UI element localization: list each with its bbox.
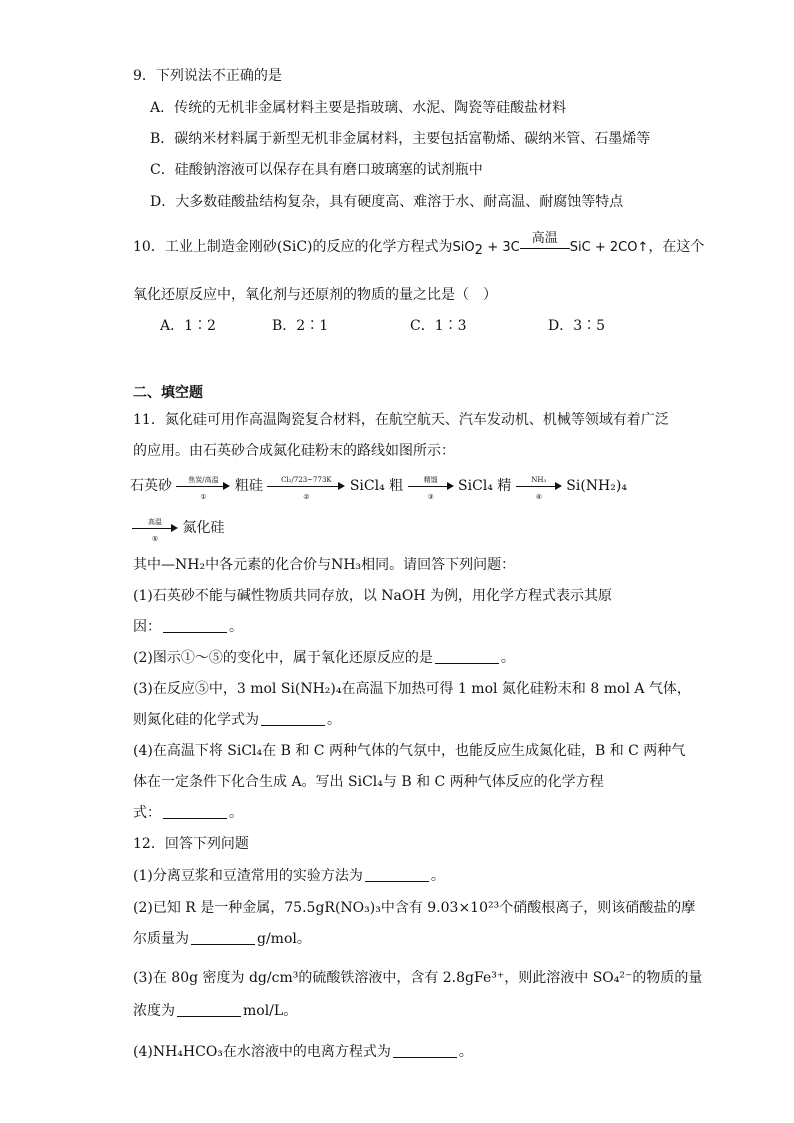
route-node-sicl4-pure: SiCl₄ 精	[458, 478, 512, 494]
q12-p2b-post: g/mol。	[257, 931, 311, 947]
q12-p4-answer-blank[interactable]	[393, 1045, 457, 1058]
q11-p1b-pre: 因：	[133, 619, 161, 635]
q10-eq-right: SiC + 2CO↑	[569, 240, 649, 255]
q12-p1-post: 。	[430, 868, 445, 884]
q12-p3b-pre: 浓度为	[133, 1003, 175, 1019]
q11-p4b: 体在一定条件下化合生成 A。写出 SiCl₄与 B 和 C 两种气体反应的化学方程	[133, 774, 604, 790]
q11-p2-post: 。	[500, 650, 515, 666]
q11-p4c-post: 。	[229, 805, 243, 821]
route-arrow-5-num: ⑤	[151, 535, 159, 543]
q12-p3-answer-blank[interactable]	[177, 1004, 241, 1017]
q10-eq-condition: 高温	[531, 231, 558, 246]
q11-line2: 的应用。由石英砂合成氮化硅粉末的路线如图所示：	[133, 443, 455, 459]
route-arrow-1-num: ①	[200, 493, 207, 501]
q10-option-d: D．3∶5	[548, 318, 606, 334]
route-arrow-4-cond: NH₃	[531, 476, 547, 484]
q11-p3-answer-blank[interactable]	[261, 713, 325, 726]
q12-p4	[133, 1042, 473, 1062]
route-node-quartz-sand: 石英砂	[130, 478, 172, 494]
section-title: 二、填空题	[133, 385, 203, 401]
q9-option-c: C．硅酸钠溶液可以保存在具有磨口玻璃塞的试剂瓶中	[150, 162, 483, 178]
q11-p3b-post: 。	[327, 712, 341, 728]
q11-note: 其中—NH₂中各元素的化合价与NH₃相同。请回答下列问题：	[133, 557, 516, 573]
route-arrow-2	[267, 476, 345, 501]
q9-option-d: D．大多数硅酸盐结构复杂，具有硬度高、难溶于水、耐高温、耐腐蚀等特点	[150, 194, 624, 210]
q12-p2b-pre: 尔质量为	[133, 931, 189, 947]
q11-p3b	[133, 710, 341, 730]
q10-stem-line1	[133, 231, 705, 261]
q10-stem-c: 氧化还原反应中，氧化剂与还原剂的物质的量之比是（ ）	[133, 287, 497, 303]
q9-option-b: B．碳纳米材料属于新型无机非金属材料，主要包括富勒烯、碳纳米管、石墨烯等	[150, 131, 651, 147]
q12-p1-pre: (1)分离豆浆和豆渣常用的实验方法为	[133, 868, 363, 884]
q9-stem: 9．下列说法不正确的是	[133, 68, 282, 84]
q12-p1-answer-blank[interactable]	[365, 869, 429, 882]
q11-p1a: (1)石英砂不能与碱性物质共同存放，以 NaOH 为例，用化学方程式表示其原	[133, 588, 613, 604]
q10-option-c: C．1∶3	[410, 318, 467, 334]
q11-route	[130, 476, 627, 501]
q10-eq-left: SiO	[452, 240, 475, 255]
q11-p3b-pre: 则氮化硅的化学式为	[133, 712, 259, 728]
q11-line1: 11．氮化硅可用作高温陶瓷复合材料，在航空航天、汽车发动机、机械等领域有着广泛	[133, 412, 669, 428]
q11-p2	[133, 648, 515, 668]
route-arrow-5-cond: 高温	[148, 518, 162, 526]
q10-reaction-arrow	[520, 231, 570, 257]
q11-p1b-post: 。	[229, 619, 243, 635]
route-arrow-2-cond: Cl₂/723~773K	[281, 476, 332, 484]
q10-stem-b: ，在这个	[648, 239, 705, 255]
route-arrow-3-num: ③	[427, 493, 434, 501]
q12-p2a: (2)已知 R 是一种金属，75.5gR(NO₃)₃中含有 9.03×10²³个硝酸根离子，则该硝酸盐的摩	[133, 900, 696, 916]
q12-p3a: (3)在 80g 密度为 dg/cm³的硫酸铁溶液中，含有 2.8gFe³⁺，则此溶液中 SO₄²⁻的物质的量	[133, 970, 703, 986]
q10-option-b: B．2∶1	[272, 318, 329, 334]
route-arrow-3-cond: 精馏	[423, 476, 438, 484]
q11-p4c	[133, 803, 243, 823]
q10-stem-a: 10．工业上制造金刚砂(SiC)的反应的化学方程式为	[133, 239, 453, 255]
q12-p2b	[133, 929, 311, 949]
route-arrow-1	[176, 476, 230, 501]
q11-p1-answer-blank[interactable]	[163, 620, 227, 633]
q11-p1b	[133, 617, 243, 637]
q12-p2-answer-blank[interactable]	[191, 932, 255, 945]
q11-p2-answer-blank[interactable]	[435, 651, 499, 664]
route-arrow-1-cond: 焦炭/高温	[188, 476, 219, 484]
q12-p3b-post: mol/L。	[243, 1003, 298, 1019]
route-arrow-5	[132, 518, 178, 543]
q11-p4a: (4)在高温下将 SiCl₄在 B 和 C 两种气体的气氛中，也能反应生成氮化硅，B 和 C 两种气	[133, 743, 686, 759]
q12-stem: 12．回答下列问题	[133, 836, 249, 852]
route-node-sicl4-crude: SiCl₄ 粗	[349, 478, 404, 494]
q10-eq-plus-c: + 3C	[487, 240, 520, 255]
q9-option-a: A．传统的无机非金属材料主要是指玻璃、水泥、陶瓷等硅酸盐材料	[150, 100, 567, 116]
q10-eq-bar	[520, 248, 570, 249]
q11-route-line2	[132, 518, 225, 543]
q10-eq-left-sub: 2	[474, 243, 483, 258]
route-node-crude-si: 粗硅	[234, 478, 263, 494]
route-arrow-3	[408, 476, 454, 501]
route-node-silicon-nitride: 氮化硅	[182, 520, 225, 536]
q11-p4c-pre: 式：	[133, 805, 161, 821]
q11-p2-pre: (2)图示①～⑤的变化中，属于氧化还原反应的是	[133, 650, 433, 666]
q11-p3a: (3)在反应⑤中，3 mol Si(NH₂)₄在高温下加热可得 1 mol 氮化硅粉末和 8 mol A 气体，	[133, 681, 691, 697]
route-arrow-4-num: ④	[535, 493, 542, 501]
route-node-si-nh2-4: Si(NH₂)₄	[566, 478, 627, 494]
q12-p3b	[133, 1001, 297, 1021]
route-arrow-2-num: ②	[303, 493, 310, 501]
q12-p1	[133, 866, 445, 886]
route-arrow-4	[516, 476, 562, 501]
q11-p4-answer-blank[interactable]	[163, 806, 227, 819]
q12-p4-pre: (4)NH₄HCO₃在水溶液中的电离方程式为	[133, 1044, 391, 1060]
q12-p4-post: 。	[458, 1044, 473, 1060]
q10-option-a: A．1∶2	[160, 318, 216, 334]
